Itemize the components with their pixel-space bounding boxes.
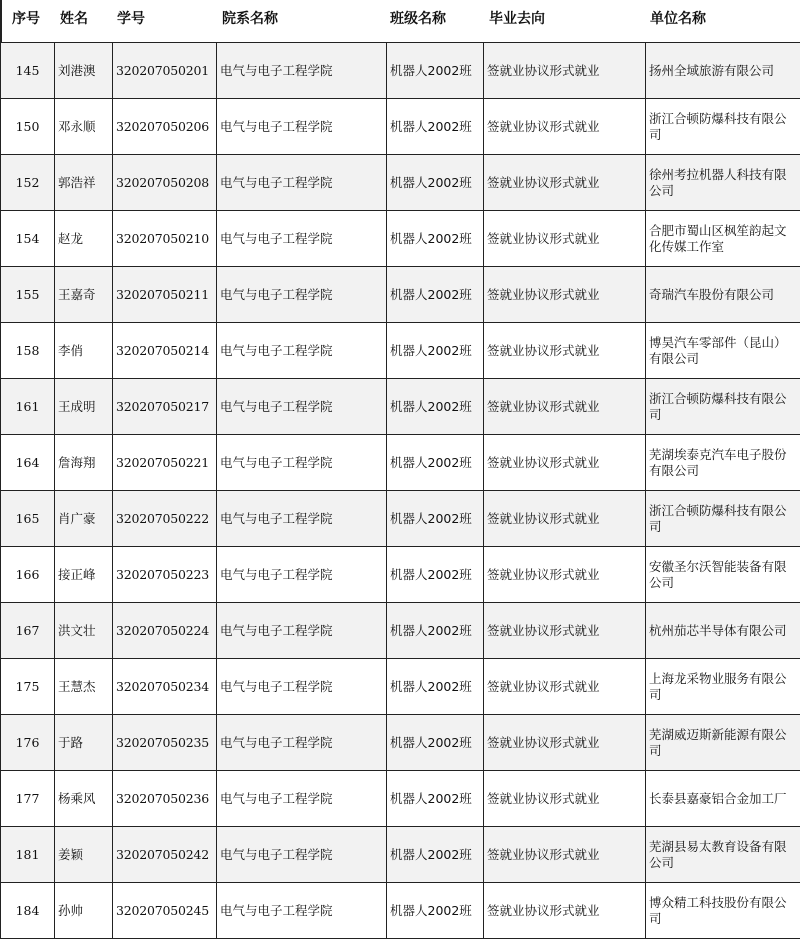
cell-no: 152 bbox=[1, 155, 55, 211]
header-no: 序号 bbox=[12, 11, 40, 27]
header-department: 院系名称 bbox=[222, 11, 278, 27]
cell-department: 电气与电子工程学院 bbox=[217, 659, 387, 715]
cell-department: 电气与电子工程学院 bbox=[217, 435, 387, 491]
table-row bbox=[1, 211, 800, 267]
header-student-id: 学号 bbox=[117, 11, 145, 27]
cell-destination: 签就业协议形式就业 bbox=[484, 435, 646, 491]
cell-destination: 签就业协议形式就业 bbox=[484, 659, 646, 715]
cell-destination: 签就业协议形式就业 bbox=[484, 43, 646, 99]
cell-no: 184 bbox=[1, 883, 55, 939]
cell-department: 电气与电子工程学院 bbox=[217, 883, 387, 939]
table-row bbox=[1, 771, 800, 827]
cell-no: 155 bbox=[1, 267, 55, 323]
cell-student-id: 320207050221 bbox=[113, 435, 217, 491]
cell-no: 177 bbox=[1, 771, 55, 827]
cell-class: 机器人2002班 bbox=[387, 323, 484, 379]
cell-department: 电气与电子工程学院 bbox=[217, 547, 387, 603]
table-row bbox=[1, 267, 800, 323]
cell-student-id: 320207050235 bbox=[113, 715, 217, 771]
cell-destination: 签就业协议形式就业 bbox=[484, 883, 646, 939]
cell-class: 机器人2002班 bbox=[387, 603, 484, 659]
cell-student-id: 320207050224 bbox=[113, 603, 217, 659]
table-row bbox=[1, 43, 800, 99]
cell-no: 176 bbox=[1, 715, 55, 771]
cell-company: 浙江合顿防爆科技有限公司 bbox=[646, 379, 800, 435]
cell-company: 合肥市蜀山区枫笙韵起文化传媒工作室 bbox=[646, 211, 800, 267]
cell-student-id: 320207050245 bbox=[113, 883, 217, 939]
cell-name: 肖广豪 bbox=[55, 491, 113, 547]
cell-student-id: 320207050214 bbox=[113, 323, 217, 379]
cell-class: 机器人2002班 bbox=[387, 267, 484, 323]
table-row bbox=[1, 603, 800, 659]
cell-department: 电气与电子工程学院 bbox=[217, 771, 387, 827]
table-body bbox=[1, 43, 800, 939]
cell-class: 机器人2002班 bbox=[387, 43, 484, 99]
cell-department: 电气与电子工程学院 bbox=[217, 43, 387, 99]
cell-class: 机器人2002班 bbox=[387, 379, 484, 435]
table-row bbox=[1, 435, 800, 491]
table-row bbox=[1, 155, 800, 211]
cell-department: 电气与电子工程学院 bbox=[217, 603, 387, 659]
cell-destination: 签就业协议形式就业 bbox=[484, 491, 646, 547]
cell-name: 孙帅 bbox=[55, 883, 113, 939]
cell-name: 詹海翔 bbox=[55, 435, 113, 491]
cell-company: 杭州茄芯半导体有限公司 bbox=[646, 603, 800, 659]
cell-department: 电气与电子工程学院 bbox=[217, 323, 387, 379]
header-name: 姓名 bbox=[60, 11, 88, 27]
cell-destination: 签就业协议形式就业 bbox=[484, 771, 646, 827]
cell-department: 电气与电子工程学院 bbox=[217, 379, 387, 435]
cell-class: 机器人2002班 bbox=[387, 211, 484, 267]
cell-name: 赵龙 bbox=[55, 211, 113, 267]
cell-name: 接正峰 bbox=[55, 547, 113, 603]
cell-destination: 签就业协议形式就业 bbox=[484, 379, 646, 435]
cell-department: 电气与电子工程学院 bbox=[217, 155, 387, 211]
cell-department: 电气与电子工程学院 bbox=[217, 267, 387, 323]
cell-class: 机器人2002班 bbox=[387, 771, 484, 827]
cell-destination: 签就业协议形式就业 bbox=[484, 323, 646, 379]
cell-destination: 签就业协议形式就业 bbox=[484, 603, 646, 659]
header-left-border bbox=[0, 0, 2, 42]
cell-name: 杨乘风 bbox=[55, 771, 113, 827]
cell-name: 王嘉奇 bbox=[55, 267, 113, 323]
cell-student-id: 320207050242 bbox=[113, 827, 217, 883]
cell-destination: 签就业协议形式就业 bbox=[484, 99, 646, 155]
cell-class: 机器人2002班 bbox=[387, 99, 484, 155]
cell-no: 165 bbox=[1, 491, 55, 547]
cell-class: 机器人2002班 bbox=[387, 491, 484, 547]
cell-name: 王成明 bbox=[55, 379, 113, 435]
cell-no: 175 bbox=[1, 659, 55, 715]
cell-class: 机器人2002班 bbox=[387, 883, 484, 939]
table-row bbox=[1, 883, 800, 939]
header-company: 单位名称 bbox=[650, 11, 706, 27]
cell-name: 姜颖 bbox=[55, 827, 113, 883]
cell-student-id: 320207050236 bbox=[113, 771, 217, 827]
cell-no: 154 bbox=[1, 211, 55, 267]
cell-no: 145 bbox=[1, 43, 55, 99]
cell-no: 150 bbox=[1, 99, 55, 155]
cell-no: 166 bbox=[1, 547, 55, 603]
cell-student-id: 320207050201 bbox=[113, 43, 217, 99]
cell-company: 博众精工科技股份有限公司 bbox=[646, 883, 800, 939]
cell-name: 郭浩祥 bbox=[55, 155, 113, 211]
cell-destination: 签就业协议形式就业 bbox=[484, 211, 646, 267]
cell-no: 167 bbox=[1, 603, 55, 659]
cell-student-id: 320207050206 bbox=[113, 99, 217, 155]
cell-company: 安徽圣尔沃智能装备有限公司 bbox=[646, 547, 800, 603]
table-row bbox=[1, 379, 800, 435]
cell-student-id: 320207050234 bbox=[113, 659, 217, 715]
table-row bbox=[1, 99, 800, 155]
cell-student-id: 320207050208 bbox=[113, 155, 217, 211]
cell-department: 电气与电子工程学院 bbox=[217, 491, 387, 547]
cell-company: 浙江合顿防爆科技有限公司 bbox=[646, 99, 800, 155]
cell-company: 博昊汽车零部件（昆山）有限公司 bbox=[646, 323, 800, 379]
cell-class: 机器人2002班 bbox=[387, 435, 484, 491]
cell-no: 181 bbox=[1, 827, 55, 883]
cell-class: 机器人2002班 bbox=[387, 659, 484, 715]
cell-company: 芜湖埃泰克汽车电子股份有限公司 bbox=[646, 435, 800, 491]
cell-company: 浙江合顿防爆科技有限公司 bbox=[646, 491, 800, 547]
cell-class: 机器人2002班 bbox=[387, 155, 484, 211]
cell-destination: 签就业协议形式就业 bbox=[484, 267, 646, 323]
cell-department: 电气与电子工程学院 bbox=[217, 211, 387, 267]
cell-name: 于路 bbox=[55, 715, 113, 771]
cell-student-id: 320207050210 bbox=[113, 211, 217, 267]
cell-department: 电气与电子工程学院 bbox=[217, 827, 387, 883]
cell-name: 邓永顺 bbox=[55, 99, 113, 155]
cell-no: 158 bbox=[1, 323, 55, 379]
cell-company: 芜湖威迈斯新能源有限公司 bbox=[646, 715, 800, 771]
cell-name: 李俏 bbox=[55, 323, 113, 379]
cell-company: 芜湖县易太教育设备有限公司 bbox=[646, 827, 800, 883]
cell-class: 机器人2002班 bbox=[387, 827, 484, 883]
header-class: 班级名称 bbox=[390, 11, 446, 27]
cell-company: 上海龙采物业服务有限公司 bbox=[646, 659, 800, 715]
cell-name: 刘港澳 bbox=[55, 43, 113, 99]
cell-no: 164 bbox=[1, 435, 55, 491]
cell-department: 电气与电子工程学院 bbox=[217, 99, 387, 155]
cell-class: 机器人2002班 bbox=[387, 715, 484, 771]
cell-student-id: 320207050217 bbox=[113, 379, 217, 435]
cell-student-id: 320207050211 bbox=[113, 267, 217, 323]
cell-class: 机器人2002班 bbox=[387, 547, 484, 603]
cell-company: 扬州全域旅游有限公司 bbox=[646, 43, 800, 99]
cell-department: 电气与电子工程学院 bbox=[217, 715, 387, 771]
table-row bbox=[1, 547, 800, 603]
cell-no: 161 bbox=[1, 379, 55, 435]
table-row bbox=[1, 491, 800, 547]
table-row bbox=[1, 715, 800, 771]
table-row bbox=[1, 323, 800, 379]
table-row bbox=[1, 827, 800, 883]
cell-student-id: 320207050223 bbox=[113, 547, 217, 603]
employment-table bbox=[0, 42, 800, 939]
cell-company: 奇瑞汽车股份有限公司 bbox=[646, 267, 800, 323]
cell-destination: 签就业协议形式就业 bbox=[484, 547, 646, 603]
table-header bbox=[0, 0, 800, 42]
cell-name: 王慧杰 bbox=[55, 659, 113, 715]
cell-name: 洪文壮 bbox=[55, 603, 113, 659]
cell-company: 长泰县嘉豪铝合金加工厂 bbox=[646, 771, 800, 827]
cell-destination: 签就业协议形式就业 bbox=[484, 827, 646, 883]
cell-student-id: 320207050222 bbox=[113, 491, 217, 547]
header-destination: 毕业去向 bbox=[489, 11, 545, 27]
cell-destination: 签就业协议形式就业 bbox=[484, 715, 646, 771]
cell-destination: 签就业协议形式就业 bbox=[484, 155, 646, 211]
table-row bbox=[1, 659, 800, 715]
cell-company: 徐州考拉机器人科技有限公司 bbox=[646, 155, 800, 211]
